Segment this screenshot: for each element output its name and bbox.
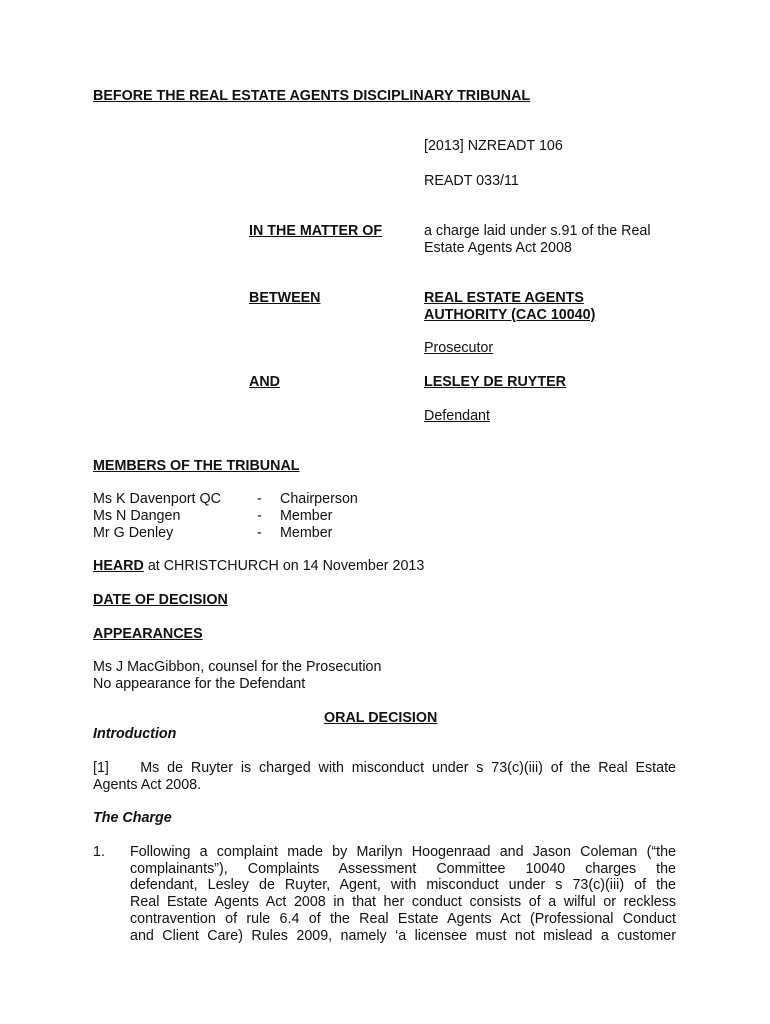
member-name: Ms K Davenport QC xyxy=(93,491,221,507)
member-role: Member xyxy=(280,508,333,524)
member-dash: - xyxy=(257,525,262,541)
tribunal-title: BEFORE THE REAL ESTATE AGENTS DISCIPLINARY TRIBUNAL xyxy=(93,88,531,104)
charge-line: Real Estate Agents Act 2008 in that her conduct consists of a wilful or reckless xyxy=(130,894,676,910)
matter-label: IN THE MATTER OF xyxy=(249,223,383,239)
charge-number: 1. xyxy=(93,844,105,860)
prosecutor-role: Prosecutor xyxy=(424,340,494,356)
charge-line: defendant, Lesley de Ruyter, Agent, with misconduct under s 73(c)(iii) of the xyxy=(130,877,676,893)
date-of-decision-heading: DATE OF DECISION xyxy=(93,592,228,608)
matter-line-1: a charge laid under s.91 of the Real xyxy=(424,223,651,239)
charge-line: contravention of rule 6.4 of the Real Estate Agents Act (Professional Conduct xyxy=(130,911,676,927)
intro-paragraph-line-1: [1] Ms de Ruyter is charged with misconduct under s 73(c)(iii) of the Real Estate xyxy=(93,760,676,776)
defendant-name: LESLEY DE RUYTER xyxy=(424,374,566,390)
introduction-heading: Introduction xyxy=(93,726,177,742)
matter-line-2: Estate Agents Act 2008 xyxy=(424,240,572,256)
prosecutor-name-line-2: AUTHORITY (CAC 10040) xyxy=(424,307,596,323)
member-role: Chairperson xyxy=(280,491,358,507)
appearance-line: No appearance for the Defendant xyxy=(93,676,306,692)
heard-label: HEARD xyxy=(93,558,144,574)
defendant-role: Defendant xyxy=(424,408,490,424)
appearance-line: Ms J MacGibbon, counsel for the Prosecution xyxy=(93,659,382,675)
heard-line xyxy=(93,558,424,575)
charge-line: complainants”), Complaints Assessment Committee 10040 charges the xyxy=(130,861,676,877)
and-label: AND xyxy=(249,374,280,390)
intro-paragraph-line-2: Agents Act 2008. xyxy=(93,777,202,793)
oral-decision-heading: ORAL DECISION xyxy=(324,710,438,726)
member-role: Member xyxy=(280,525,333,541)
member-dash: - xyxy=(257,508,262,524)
between-label: BETWEEN xyxy=(249,290,321,306)
members-heading: MEMBERS OF THE TRIBUNAL xyxy=(93,458,300,474)
citation: [2013] NZREADT 106 xyxy=(424,138,563,154)
member-name: Ms N Dangen xyxy=(93,508,181,524)
charge-line: and Client Care) Rules 2009, namely ‘a licensee must not mislead a customer xyxy=(130,928,676,944)
charge-heading: The Charge xyxy=(93,810,172,826)
file-number: READT 033/11 xyxy=(424,173,519,189)
charge-line: Following a complaint made by Marilyn Hoogenraad and Jason Coleman (“the xyxy=(130,844,676,860)
member-name: Mr G Denley xyxy=(93,525,174,541)
appearances-heading: APPEARANCES xyxy=(93,626,203,642)
heard-text: at CHRISTCHURCH on 14 November 2013 xyxy=(143,558,425,574)
member-dash: - xyxy=(257,491,262,507)
prosecutor-name-line-1: REAL ESTATE AGENTS xyxy=(424,290,584,306)
